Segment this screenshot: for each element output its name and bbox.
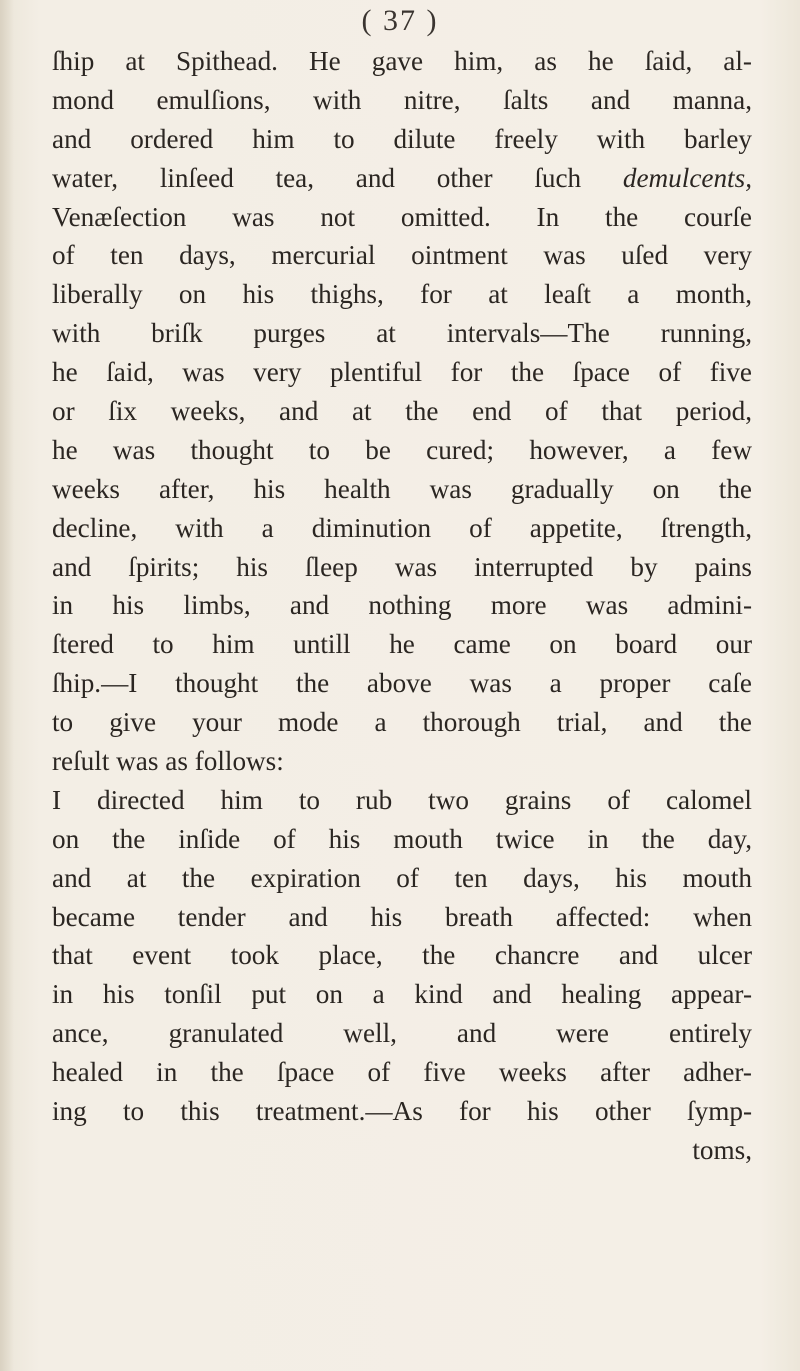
text-line-4 <box>52 159 752 198</box>
text-line-28: ing to this treatment.—As for his other ſymp- <box>52 1096 752 1127</box>
text-line-3: and ordered him to dilute freely with barley <box>52 123 752 154</box>
text-line-22: and at the expiration of ten days, his mouth <box>52 862 752 893</box>
text-line-12: weeks after, his health was gradually on the <box>52 473 752 504</box>
text-line-15: in his limbs, and nothing more was admini- <box>52 590 752 621</box>
text-line-7: liberally on his thighs, for at leaſt a month, <box>52 279 752 310</box>
text-line-11: he was thought to be cured; however, a few <box>52 434 752 465</box>
text-line-2: mond emulſions, with nitre, ſalts and manna, <box>52 84 752 115</box>
text-line-29-catchword: toms, <box>692 1134 752 1165</box>
text-line-25: in his tonſil put on a kind and healing appear- <box>52 979 752 1010</box>
text-line-20: I directed him to rub two grains of calomel <box>52 784 752 815</box>
text-line-10: or ſix weeks, and at the end of that period, <box>52 396 752 427</box>
page-gutter-shadow <box>0 0 14 1371</box>
text-line-17: ſhip.—I thought the above was a proper caſe <box>52 668 752 699</box>
text-line-24: that event took place, the chancre and ulcer <box>52 940 752 971</box>
text-line-26: ance, granulated well, and were entirely <box>52 1018 752 1049</box>
text-line-5: Venæſection was not omitted. In the courſe <box>52 201 752 232</box>
text-line-16: ſtered to him untill he came on board our <box>52 629 752 660</box>
text-line-19: reſult was as follows: <box>52 746 284 777</box>
text-line-21: on the inſide of his mouth twice in the day, <box>52 823 752 854</box>
text-line-6: of ten days, mercurial ointment was uſed very <box>52 240 752 271</box>
text-line-8: with briſk purges at intervals—The running, <box>52 318 752 349</box>
body-text <box>52 42 752 1170</box>
text-line-14: and ſpirits; his ſleep was interrupted by pains <box>52 551 752 582</box>
text-line-1: ſhip at Spithead. He gave him, as he ſaid, al- <box>52 46 752 76</box>
text-line-23: became tender and his breath affected: when <box>52 901 752 932</box>
page-number: ( 37 ) <box>361 4 439 37</box>
text-line-4-roman: water, linſeed tea, and other ſuch <box>52 162 582 193</box>
text-line-13: decline, with a diminution of appetite, ſtrength, <box>52 512 752 543</box>
italic-demulcents: demulcents, <box>622 162 752 193</box>
text-line-9: he ſaid, was very plentiful for the ſpace of five <box>52 357 752 388</box>
text-line-27: healed in the ſpace of five weeks after adher- <box>52 1057 752 1088</box>
text-line-18: to give your mode a thorough trial, and the <box>52 707 752 738</box>
